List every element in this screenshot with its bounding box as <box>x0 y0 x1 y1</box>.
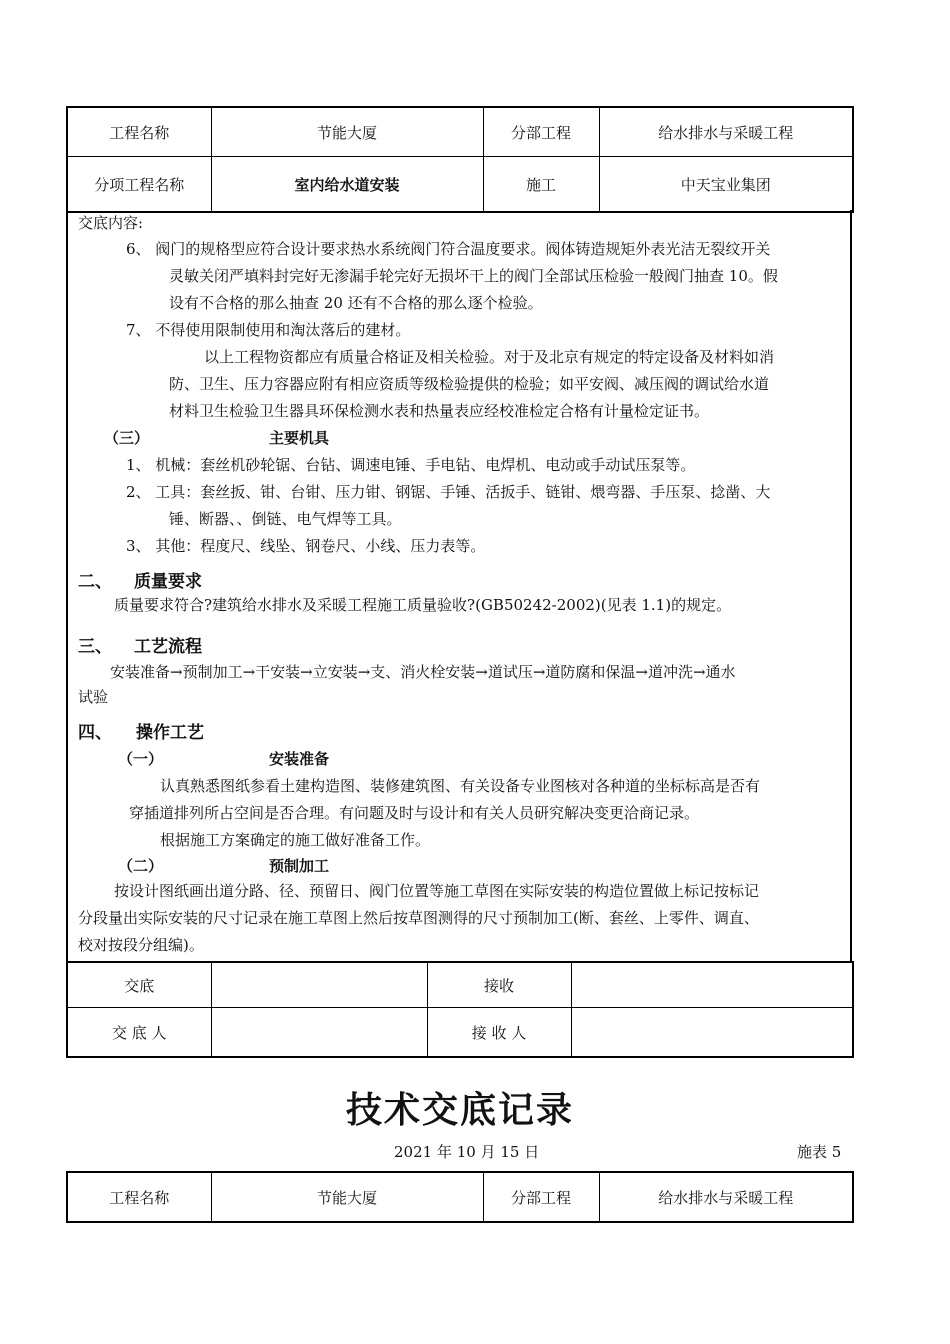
project-name-label: 工程名称 <box>67 107 211 157</box>
operation-1-line-2: 穿插道排列所占空间是否合理。有问题及时与设计和有关人员研究解决变更洽商记录。 <box>129 804 700 822</box>
operation-1-line-1: 认真熟悉图纸参看土建构造图、装修建筑图、有关设备专业图核对各种道的坐标标高是否有 <box>160 777 761 795</box>
subitem-value: 室内给水道安装 <box>211 157 483 213</box>
page-2-title: 技术交底记录 <box>345 1090 574 1131</box>
section-3-title: 主要机具 <box>269 429 330 447</box>
operation-2-title: 预制加工 <box>269 857 330 875</box>
paragraph-line-3: 材料卫生检验卫生器具环保检测水表和热量表应经校准检定合格有计量检定证书。 <box>169 402 710 420</box>
process-number: 三、 <box>78 637 112 657</box>
handover-person-field[interactable] <box>211 1008 427 1058</box>
page-2-header-table <box>66 1171 854 1223</box>
process-line-2: 试验 <box>78 688 109 706</box>
form-number: 施表 5 <box>797 1143 842 1161</box>
signature-table <box>66 961 854 1058</box>
tool-1: 1、 机械：套丝机砂轮锯、台钻、调速电锤、手电钻、电焊机、电动或手动试压泵等。 <box>126 456 696 474</box>
tool-2-line-2: 锤、断器、、倒链、电气焊等工具。 <box>169 510 402 528</box>
operation-1-line-3: 根据施工方案确定的施工做好准备工作。 <box>160 831 431 849</box>
operation-2-number: （二） <box>118 857 164 875</box>
process-line-1: 安装准备→预制加工→干安装→立安装→支、消火栓安装→道试压→道防腐和保温→道冲洗→通水 <box>110 663 736 681</box>
receive-person-field[interactable] <box>571 1008 853 1058</box>
paragraph-line-2: 防、卫生、压力容器应附有相应资质等级检验提供的检验；如平安阀、减压阀的调试给水道 <box>169 375 770 393</box>
operation-2-line-2: 分段量出实际安装的尺寸记录在施工草图上然后按草图测得的尺寸预制加工(断、套丝、上零件、调直、 <box>78 909 759 927</box>
section-3-number: （三） <box>104 429 150 447</box>
tool-3: 3、 其他：程度尺、线坠、钢卷尺、小线、压力表等。 <box>126 537 486 555</box>
item-6-line-1: 6、 阀门的规格型应符合设计要求热水系统阀门符合温度要求。阀体铸造规矩外表光洁无裂纹开关 <box>126 240 771 258</box>
item-6-line-2: 灵敏关闭严填料封完好无渗漏手轮完好无损坏干上的阀门全部试压检验一般阀门抽查 10。假 <box>169 267 778 285</box>
operation-number: 四、 <box>78 723 112 743</box>
page-2-date: 2021 年 10 月 15 日 <box>394 1143 540 1161</box>
division-value: 给水排水与采暖工程 <box>599 107 853 157</box>
quality-text: 质量要求符合?建筑给水排水及采暖工程施工质量验收?(GB50242-2002)(见表 1.1)的规定。 <box>114 596 732 614</box>
project-name-value: 节能大厦 <box>211 107 483 157</box>
construction-label: 施工 <box>483 157 599 213</box>
page-2-project-name-label: 工程名称 <box>67 1172 211 1222</box>
operation-1-title: 安装准备 <box>269 750 330 768</box>
item-7: 7、 不得使用限制使用和淘汰落后的建材。 <box>126 321 411 339</box>
operation-2-line-1: 按设计图纸画出道分路、径、预留日、阀门位置等施工草图在实际安装的构造位置做上标记按标记 <box>114 882 760 900</box>
receive-signature-field[interactable] <box>571 962 853 1008</box>
header-table <box>66 106 854 213</box>
operation-2-line-3: 校对按段分组编)。 <box>78 936 204 954</box>
division-label: 分部工程 <box>483 107 599 157</box>
quality-number: 二、 <box>78 572 112 592</box>
construction-value: 中天宝业集团 <box>599 157 853 213</box>
tool-2-line-1: 2、 工具：套丝扳、钳、台钳、压力钳、钢锯、手锤、活扳手、链钳、煨弯器、手压泵、捻凿、大 <box>126 483 771 501</box>
paragraph-line-1: 以上工程物资都应有质量合格证及相关检验。对于及北京有规定的特定设备及材料如消 <box>204 348 775 366</box>
quality-title: 质量要求 <box>134 572 202 592</box>
subitem-label: 分项工程名称 <box>67 157 211 213</box>
receive-label: 接收 <box>427 962 571 1008</box>
receive-person-label: 接 收 人 <box>427 1008 571 1058</box>
page-2-division-value: 给水排水与采暖工程 <box>599 1172 853 1222</box>
handover-signature-field[interactable] <box>211 962 427 1008</box>
item-6-line-3: 设有不合格的那么抽查 20 还有不合格的那么逐个检验。 <box>169 294 543 312</box>
handover-person-label: 交 底 人 <box>67 1008 211 1058</box>
operation-title: 操作工艺 <box>136 723 204 743</box>
process-title: 工艺流程 <box>134 637 202 657</box>
handover-label: 交底 <box>67 962 211 1008</box>
intro-label: 交底内容: <box>78 214 144 232</box>
operation-1-number: （一） <box>118 750 164 768</box>
page-2-project-name-value: 节能大厦 <box>211 1172 483 1222</box>
page-2-division-label: 分部工程 <box>483 1172 599 1222</box>
handover-content <box>66 210 852 962</box>
